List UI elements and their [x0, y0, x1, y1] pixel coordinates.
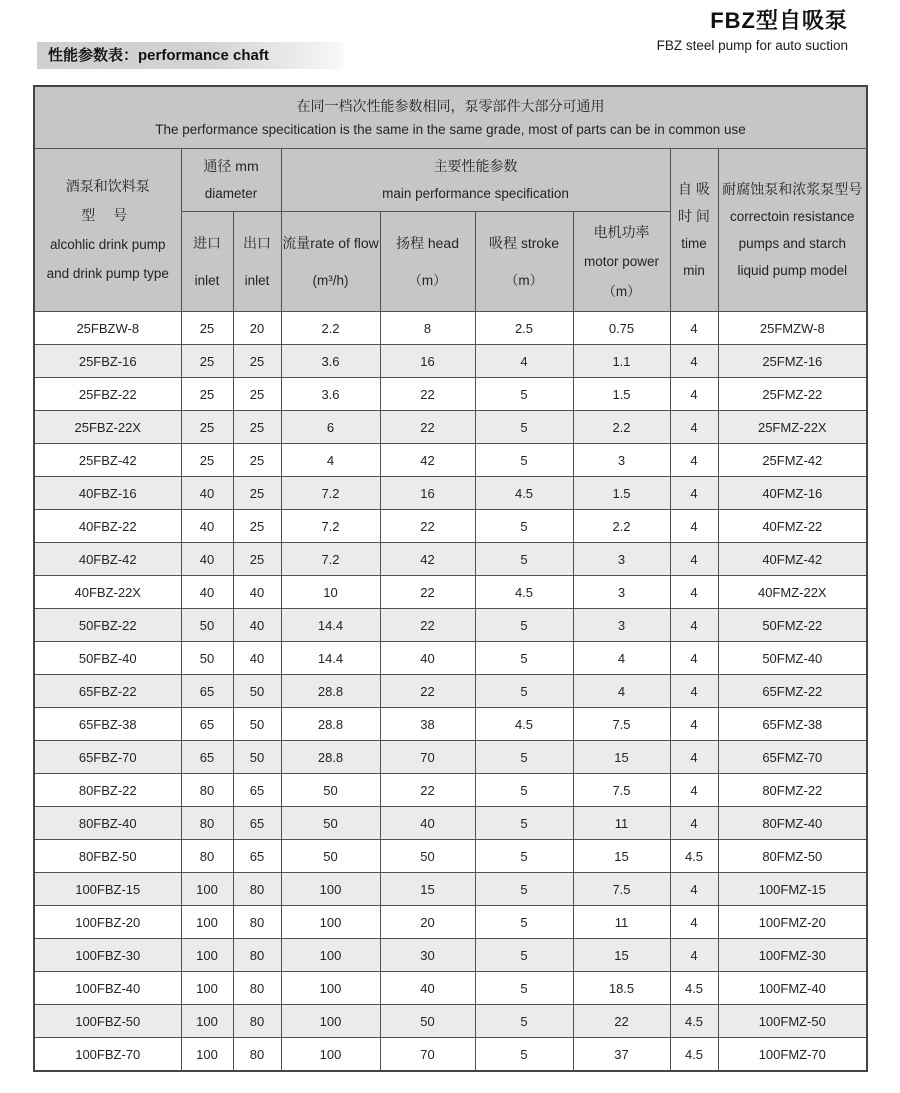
cell-stroke: 5: [475, 675, 573, 708]
cell-time: 4: [670, 609, 718, 642]
cell-time: 4: [670, 477, 718, 510]
cell-flow: 100: [281, 972, 380, 1005]
table-row: [34, 972, 867, 1005]
cell-flow: 100: [281, 939, 380, 972]
cell-time: 4: [670, 873, 718, 906]
table-row: [34, 543, 867, 576]
cell-resistant-model: 100FMZ-15: [718, 873, 867, 906]
table-row: [34, 609, 867, 642]
cell-flow: 14.4: [281, 609, 380, 642]
cell-power: 4: [573, 675, 670, 708]
cell-inlet: 100: [181, 1038, 233, 1072]
cell-resistant-model: 80FMZ-22: [718, 774, 867, 807]
cell-inlet: 25: [181, 312, 233, 345]
cell-resistant-model: 25FMZ-22: [718, 378, 867, 411]
cell-flow: 28.8: [281, 741, 380, 774]
cell-power: 3: [573, 444, 670, 477]
cell-stroke: 5: [475, 1038, 573, 1072]
cell-resistant-model: 65FMZ-70: [718, 741, 867, 774]
cell-inlet: 100: [181, 873, 233, 906]
cell-inlet: 40: [181, 477, 233, 510]
cell-head: 16: [380, 345, 475, 378]
cell-power: 18.5: [573, 972, 670, 1005]
note-chinese: 在同一档次性能参数相同，泵零部件大部分可通用: [296, 98, 605, 114]
cell-model: 40FBZ-22X: [34, 576, 181, 609]
cell-flow: 6: [281, 411, 380, 444]
cell-stroke: 5: [475, 411, 573, 444]
cell-power: 3: [573, 609, 670, 642]
cell-inlet: 65: [181, 675, 233, 708]
cell-resistant-model: 100FMZ-20: [718, 906, 867, 939]
cell-power: 1.1: [573, 345, 670, 378]
cell-flow: 7.2: [281, 510, 380, 543]
cell-head: 40: [380, 807, 475, 840]
cell-inlet: 65: [181, 708, 233, 741]
cell-inlet: 50: [181, 609, 233, 642]
cell-time: 4: [670, 576, 718, 609]
cell-stroke: 5: [475, 510, 573, 543]
table-row: [34, 642, 867, 675]
cell-time: 4: [670, 510, 718, 543]
cell-resistant-model: 25FMZ-42: [718, 444, 867, 477]
cell-stroke: 2.5: [475, 312, 573, 345]
cell-flow: 7.2: [281, 543, 380, 576]
cell-outlet: 80: [233, 906, 281, 939]
cell-power: 7.5: [573, 708, 670, 741]
cell-stroke: 4: [475, 345, 573, 378]
cell-stroke: 5: [475, 873, 573, 906]
cell-model: 65FBZ-70: [34, 741, 181, 774]
cell-resistant-model: 50FMZ-40: [718, 642, 867, 675]
cell-head: 42: [380, 543, 475, 576]
cell-time: 4: [670, 543, 718, 576]
cell-outlet: 25: [233, 543, 281, 576]
cell-outlet: 25: [233, 477, 281, 510]
cell-power: 7.5: [573, 774, 670, 807]
table-row: [34, 675, 867, 708]
cell-stroke: 5: [475, 774, 573, 807]
cell-flow: 28.8: [281, 708, 380, 741]
cell-stroke: 4.5: [475, 477, 573, 510]
cell-model: 25FBZW-8: [34, 312, 181, 345]
cell-resistant-model: 65FMZ-38: [718, 708, 867, 741]
cell-resistant-model: 80FMZ-40: [718, 807, 867, 840]
cell-resistant-model: 40FMZ-16: [718, 477, 867, 510]
table-row: [34, 774, 867, 807]
cell-power: 4: [573, 642, 670, 675]
table-row: [34, 312, 867, 345]
cell-model: 40FBZ-22: [34, 510, 181, 543]
cell-power: 0.75: [573, 312, 670, 345]
cell-flow: 4: [281, 444, 380, 477]
common-use-note: [34, 86, 867, 149]
cell-inlet: 25: [181, 378, 233, 411]
cell-time: 4.5: [670, 972, 718, 1005]
cell-time: 4: [670, 444, 718, 477]
cell-head: 22: [380, 774, 475, 807]
header-diameter: 通径 mm diameter: [181, 149, 281, 212]
header-model: 酒泵和饮料泵 型 号 alcohlic drink pump and drink pump type: [34, 149, 181, 312]
cell-head: 22: [380, 609, 475, 642]
table-row: [34, 444, 867, 477]
cell-time: 4.5: [670, 840, 718, 873]
table-row: [34, 345, 867, 378]
cell-power: 2.2: [573, 411, 670, 444]
cell-head: 30: [380, 939, 475, 972]
table-row: [34, 741, 867, 774]
table-body: [34, 312, 867, 1072]
cell-flow: 50: [281, 840, 380, 873]
cell-head: 50: [380, 1005, 475, 1038]
cell-resistant-model: 65FMZ-22: [718, 675, 867, 708]
cell-inlet: 40: [181, 576, 233, 609]
cell-stroke: 5: [475, 741, 573, 774]
cell-stroke: 5: [475, 609, 573, 642]
table-row: [34, 708, 867, 741]
cell-power: 3: [573, 576, 670, 609]
table-row: [34, 510, 867, 543]
cell-flow: 2.2: [281, 312, 380, 345]
cell-outlet: 25: [233, 345, 281, 378]
cell-outlet: 25: [233, 378, 281, 411]
cell-head: 50: [380, 840, 475, 873]
cell-head: 40: [380, 972, 475, 1005]
cell-time: 4: [670, 741, 718, 774]
cell-resistant-model: 100FMZ-40: [718, 972, 867, 1005]
cell-model: 80FBZ-40: [34, 807, 181, 840]
cell-model: 100FBZ-40: [34, 972, 181, 1005]
cell-time: 4.5: [670, 1005, 718, 1038]
cell-power: 7.5: [573, 873, 670, 906]
cell-head: 40: [380, 642, 475, 675]
cell-model: 50FBZ-40: [34, 642, 181, 675]
cell-time: 4.5: [670, 1038, 718, 1072]
cell-power: 1.5: [573, 477, 670, 510]
cell-model: 80FBZ-50: [34, 840, 181, 873]
cell-time: 4: [670, 642, 718, 675]
cell-stroke: 5: [475, 1005, 573, 1038]
cell-flow: 50: [281, 807, 380, 840]
cell-outlet: 65: [233, 807, 281, 840]
cell-outlet: 65: [233, 774, 281, 807]
cell-head: 70: [380, 741, 475, 774]
cell-head: 22: [380, 510, 475, 543]
cell-head: 22: [380, 378, 475, 411]
cell-outlet: 25: [233, 411, 281, 444]
performance-table: [33, 85, 868, 1072]
header-inlet: 进口 inlet: [181, 212, 233, 312]
table-row: [34, 378, 867, 411]
cell-head: 15: [380, 873, 475, 906]
cell-inlet: 40: [181, 510, 233, 543]
note-english: The performance specitication is the same in the same grade, most of parts can be in common use: [155, 122, 746, 137]
cell-flow: 100: [281, 873, 380, 906]
cell-resistant-model: 40FMZ-22X: [718, 576, 867, 609]
cell-stroke: 4.5: [475, 576, 573, 609]
cell-power: 1.5: [573, 378, 670, 411]
table-row: [34, 873, 867, 906]
cell-model: 65FBZ-38: [34, 708, 181, 741]
cell-outlet: 20: [233, 312, 281, 345]
cell-inlet: 100: [181, 906, 233, 939]
cell-model: 65FBZ-22: [34, 675, 181, 708]
table-row: [34, 807, 867, 840]
cell-inlet: 100: [181, 1005, 233, 1038]
page-title: [657, 4, 848, 53]
cell-flow: 10: [281, 576, 380, 609]
cell-stroke: 5: [475, 840, 573, 873]
cell-inlet: 80: [181, 840, 233, 873]
header-stroke: 吸程 stroke （m）: [475, 212, 573, 312]
cell-outlet: 50: [233, 708, 281, 741]
cell-flow: 100: [281, 1005, 380, 1038]
cell-outlet: 80: [233, 939, 281, 972]
cell-resistant-model: 80FMZ-50: [718, 840, 867, 873]
cell-power: 2.2: [573, 510, 670, 543]
cell-model: 100FBZ-50: [34, 1005, 181, 1038]
cell-head: 22: [380, 576, 475, 609]
header-suction-time: 自 吸 时 间 time min: [670, 149, 718, 312]
cell-model: 40FBZ-42: [34, 543, 181, 576]
cell-time: 4: [670, 807, 718, 840]
cell-power: 3: [573, 543, 670, 576]
table-row: [34, 411, 867, 444]
cell-head: 8: [380, 312, 475, 345]
cell-resistant-model: 25FMZ-22X: [718, 411, 867, 444]
cell-flow: 100: [281, 1038, 380, 1072]
table-row: [34, 477, 867, 510]
header-row-groups: [34, 149, 867, 212]
table-row: [34, 939, 867, 972]
note-row: [34, 86, 867, 149]
cell-head: 22: [380, 411, 475, 444]
cell-inlet: 50: [181, 642, 233, 675]
cell-head: 22: [380, 675, 475, 708]
cell-outlet: 80: [233, 972, 281, 1005]
header-flow-rate: 流量rate of flow (m³/h): [281, 212, 380, 312]
cell-model: 50FBZ-22: [34, 609, 181, 642]
cell-time: 4: [670, 906, 718, 939]
cell-power: 22: [573, 1005, 670, 1038]
cell-power: 15: [573, 840, 670, 873]
cell-power: 37: [573, 1038, 670, 1072]
cell-outlet: 50: [233, 675, 281, 708]
cell-inlet: 40: [181, 543, 233, 576]
cell-flow: 50: [281, 774, 380, 807]
cell-time: 4: [670, 312, 718, 345]
cell-inlet: 25: [181, 345, 233, 378]
cell-resistant-model: 100FMZ-70: [718, 1038, 867, 1072]
cell-power: 15: [573, 939, 670, 972]
cell-outlet: 25: [233, 444, 281, 477]
cell-model: 100FBZ-20: [34, 906, 181, 939]
table-row: [34, 1005, 867, 1038]
cell-power: 15: [573, 741, 670, 774]
cell-outlet: 40: [233, 609, 281, 642]
cell-model: 25FBZ-16: [34, 345, 181, 378]
cell-model: 25FBZ-22: [34, 378, 181, 411]
cell-model: 25FBZ-42: [34, 444, 181, 477]
cell-resistant-model: 100FMZ-50: [718, 1005, 867, 1038]
header-resistant-model: 耐腐蚀泵和浓浆泵型号 correctoin resistance pumps and starch liquid pump model: [718, 149, 867, 312]
cell-time: 4: [670, 345, 718, 378]
cell-power: 11: [573, 906, 670, 939]
cell-outlet: 80: [233, 1038, 281, 1072]
cell-head: 38: [380, 708, 475, 741]
cell-head: 20: [380, 906, 475, 939]
table-row: [34, 1038, 867, 1072]
table-row: [34, 906, 867, 939]
cell-model: 80FBZ-22: [34, 774, 181, 807]
cell-inlet: 80: [181, 774, 233, 807]
cell-stroke: 5: [475, 444, 573, 477]
cell-inlet: 100: [181, 972, 233, 1005]
title-chinese: FBZ型自吸泵: [710, 8, 848, 33]
table-row: [34, 576, 867, 609]
cell-outlet: 65: [233, 840, 281, 873]
cell-flow: 3.6: [281, 378, 380, 411]
cell-resistant-model: 40FMZ-22: [718, 510, 867, 543]
cell-stroke: 5: [475, 939, 573, 972]
header-head: 扬程 head （m）: [380, 212, 475, 312]
cell-flow: 3.6: [281, 345, 380, 378]
cell-inlet: 80: [181, 807, 233, 840]
table-row: [34, 840, 867, 873]
cell-stroke: 5: [475, 807, 573, 840]
cell-model: 25FBZ-22X: [34, 411, 181, 444]
cell-head: 16: [380, 477, 475, 510]
cell-stroke: 5: [475, 378, 573, 411]
cell-outlet: 40: [233, 642, 281, 675]
cell-inlet: 25: [181, 444, 233, 477]
cell-flow: 14.4: [281, 642, 380, 675]
section-label: 性能参数表：performance chaft: [37, 42, 347, 69]
cell-stroke: 5: [475, 543, 573, 576]
cell-inlet: 100: [181, 939, 233, 972]
header-motor-power: 电机功率 motor power （m）: [573, 212, 670, 312]
cell-time: 4: [670, 378, 718, 411]
cell-resistant-model: 25FMZ-16: [718, 345, 867, 378]
cell-model: 40FBZ-16: [34, 477, 181, 510]
cell-outlet: 25: [233, 510, 281, 543]
cell-head: 42: [380, 444, 475, 477]
cell-head: 70: [380, 1038, 475, 1072]
cell-time: 4: [670, 675, 718, 708]
cell-time: 4: [670, 708, 718, 741]
cell-outlet: 50: [233, 741, 281, 774]
cell-resistant-model: 25FMZW-8: [718, 312, 867, 345]
cell-time: 4: [670, 939, 718, 972]
cell-time: 4: [670, 411, 718, 444]
cell-flow: 28.8: [281, 675, 380, 708]
cell-flow: 7.2: [281, 477, 380, 510]
cell-inlet: 65: [181, 741, 233, 774]
cell-resistant-model: 100FMZ-30: [718, 939, 867, 972]
cell-stroke: 5: [475, 972, 573, 1005]
cell-power: 11: [573, 807, 670, 840]
cell-stroke: 5: [475, 642, 573, 675]
cell-time: 4: [670, 774, 718, 807]
cell-model: 100FBZ-70: [34, 1038, 181, 1072]
cell-flow: 100: [281, 906, 380, 939]
cell-inlet: 25: [181, 411, 233, 444]
cell-outlet: 80: [233, 873, 281, 906]
cell-stroke: 4.5: [475, 708, 573, 741]
cell-model: 100FBZ-30: [34, 939, 181, 972]
title-english: FBZ steel pump for auto suction: [656, 38, 848, 53]
cell-resistant-model: 50FMZ-22: [718, 609, 867, 642]
cell-model: 100FBZ-15: [34, 873, 181, 906]
header-outlet: 出口 inlet: [233, 212, 281, 312]
header-main-performance: 主要性能参数 main performance specification: [281, 149, 670, 212]
cell-outlet: 80: [233, 1005, 281, 1038]
cell-stroke: 5: [475, 906, 573, 939]
cell-resistant-model: 40FMZ-42: [718, 543, 867, 576]
cell-outlet: 40: [233, 576, 281, 609]
